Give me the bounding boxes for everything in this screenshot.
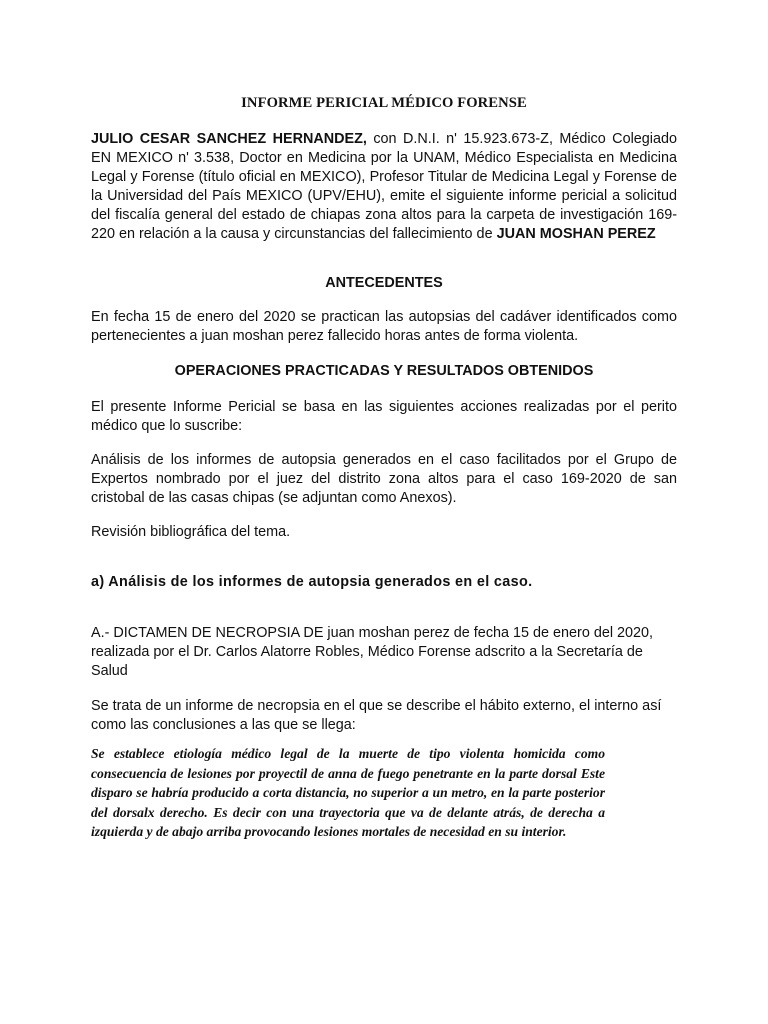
operaciones-heading: OPERACIONES PRACTICADAS Y RESULTADOS OBTENIDOS [174, 363, 594, 379]
operaciones-paragraph-1: El presente Informe Pericial se basa en las siguientes acciones realizadas por el perito médico que lo suscribe: [91, 399, 677, 434]
antecedentes-paragraph: En fecha 15 de enero del 2020 se practican las autopsias del cadáver identificados como pertenecientes a juan moshan perez fallecido horas antes de forma violenta. [91, 309, 677, 344]
document-title: INFORME PERICIAL MÉDICO FORENSE [241, 95, 527, 111]
author-name: JULIO CESAR SANCHEZ HERNANDEZ, [91, 131, 367, 147]
operaciones-paragraph-2: Análisis de los informes de autopsia generados en el caso facilitados por el Grupo de Expertos nombrado por el juez del distrito zona altos para el caso 169-2020 de san cristobal de las casas chipas (se adjuntan como Anexos). [91, 452, 677, 506]
intro-body-text: con D.N.I. n' 15.923.673-Z, Médico Colegiado EN MEXICO n' 3.538, Doctor en Medicina por la UNAM, Médico Especialista en Medicina Legal y Forense (título oficial en MEXICO), Profesor Titular de Medicina Legal y Forense de la Universidad del País MEXICO (UPV/EHU), emite el siguiente informe pericial a solicitud del fiscalía general del estado de chiapas zona altos para la carpeta de investigación 169-220 en relación a la causa y circunstancias del fallecimiento de [91, 131, 677, 242]
section-a-heading: a) Análisis de los informes de autopsia generados en el caso. [91, 574, 533, 590]
antecedentes-heading: ANTECEDENTES [325, 275, 443, 291]
conclusion-quote: Se establece etiología médico legal de la muerte de tipo violenta homicida como consecuencia de lesiones por proyectil de anna de fuego penetrante en la parte dorsal Este disparo se habría producido a corta distancia, no superior a un metro, en la parte posterior del dorsalx derecho. Es decir con una trayectoria que va de delante atrás, de derecha a izquierda y de abajo arriba provocando lesiones mortales de necesidad en su interior. [91, 746, 605, 840]
deceased-name: JUAN MOSHAN PEREZ [496, 226, 656, 242]
dictamen-paragraph: A.- DICTAMEN DE NECROPSIA DE juan moshan perez de fecha 15 de enero del 2020, realizada por el Dr. Carlos Alatorre Robles, Médico Forense adscrito a la Secretaría de Salud [91, 625, 654, 679]
operaciones-paragraph-3: Revisión bibliográfica del tema. [91, 524, 291, 540]
description-paragraph: Se trata de un informe de necropsia en el que se describe el hábito externo, el interno así como las conclusiones a las que se llega: [91, 698, 662, 733]
intro-paragraph [91, 130, 677, 244]
